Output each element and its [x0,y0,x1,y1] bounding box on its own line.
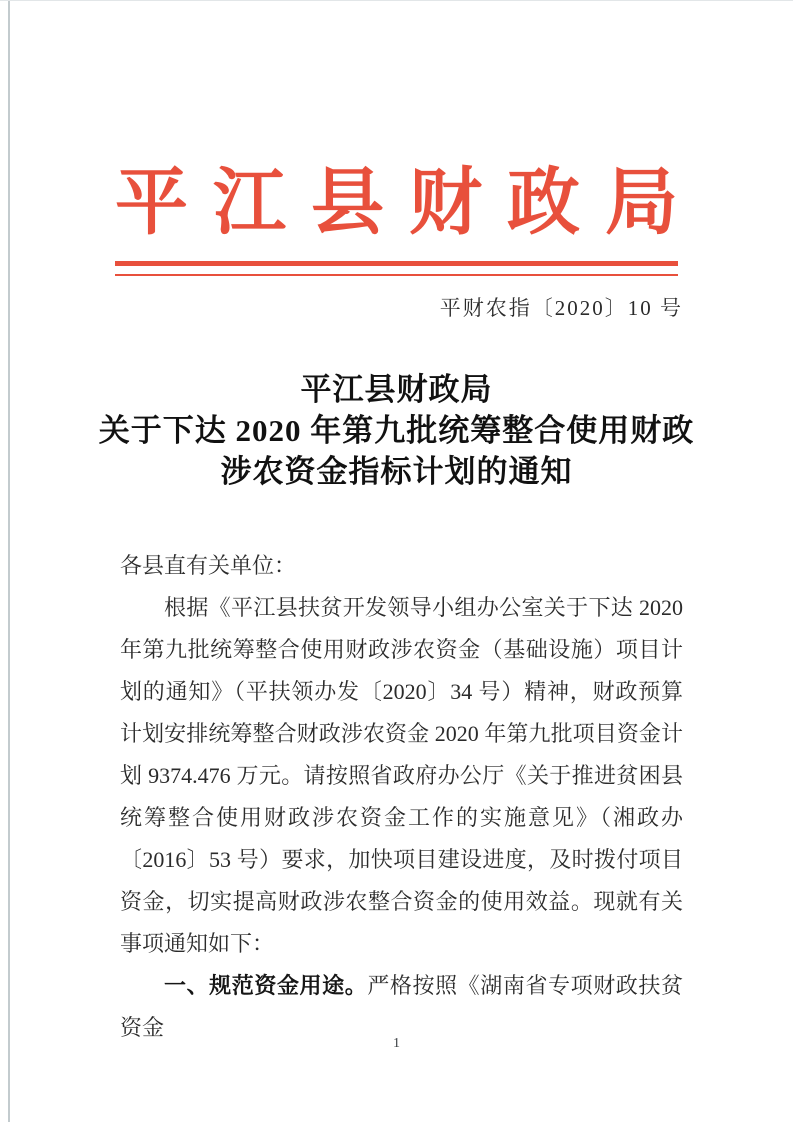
doc-title [0,369,793,492]
doc-title-line-1: 平江县财政局 [300,372,493,407]
item-1-heading: 一、规范资金用途。 [164,973,368,998]
red-divider-thick [115,261,678,266]
item-1-text: 严格按照《湖南省专项财政扶贫资金 [120,973,683,1040]
doc-title-line-2: 关于下达 2020 年第九批统筹整合使用财政 [98,413,695,448]
page-number: 1 [393,1036,400,1051]
salutation: 各县直有关单位： [120,553,297,578]
scan-edge-top [0,0,793,1]
doc-title-line-3: 涉农资金指标计划的通知 [220,454,573,489]
doc-number: 平财农指〔2020〕10 号 [439,296,683,320]
paragraph-1: 根据《平江县扶贫开发领导小组办公室关于下达 2020 年第九批统筹整合使用财政涉农资金（基础设施）项目计划的通知》（平扶领办发〔2020〕34 号）精神，财政预算计划安排统筹整合财政涉农资金 2020 年第九批项目资金计划 9374.476 万元。请按照省政府办公厅《关于推进贫困县统筹整合使用财政涉农资金工作的实施意见》（湘政办〔2016〕53 号）要求，加快项目建设进度，及时拨付项目资金，切实提高财政涉农整合资金的使用效益。现就有关事项通知如下： [120,595,683,956]
doc-body [120,545,683,1049]
red-divider-thin [115,274,678,276]
agency-header: 平江县财政局 [115,162,703,243]
